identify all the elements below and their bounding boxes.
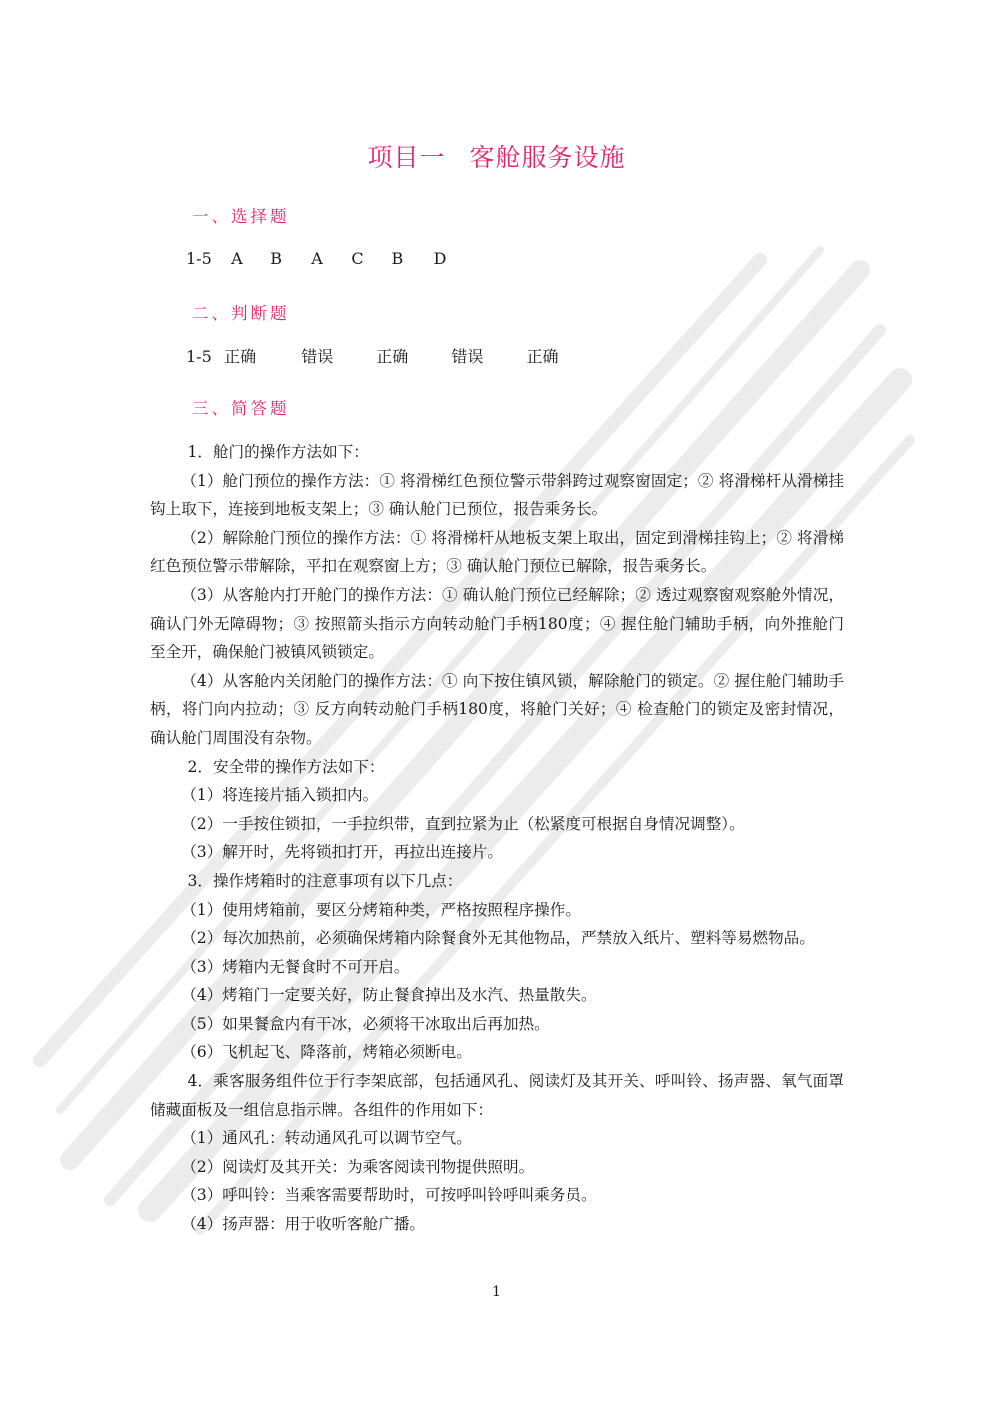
section-heading-choice: 一、选择题	[192, 207, 290, 226]
answer-paragraph: （2）阅读灯及其开关：为乘客阅读刊物提供照明。	[181, 1157, 535, 1176]
answer-paragraph: （3）呼叫铃：当乘客需要帮助时，可按呼叫铃呼叫乘务员。	[181, 1186, 597, 1205]
answer-paragraph: （4）烤箱门一定要关好，防止餐食掉出及水汽、热量散失。	[181, 986, 597, 1005]
answer-paragraph: （1）通风孔：转动通风孔可以调节空气。	[181, 1129, 472, 1148]
title-main: 项目一	[367, 143, 446, 172]
choice-answer: C	[351, 249, 364, 268]
question-heading: 2．安全带的操作方法如下：	[187, 757, 385, 776]
answer-paragraph: （4）扬声器：用于收听客舱广播。	[181, 1215, 426, 1234]
answer-paragraph: （3）从客舱内打开舱门的操作方法：① 确认舱门预位已经解除；② 透过观察窗观察舱外情况，确认门外无障碍物；③ 按照箭头指示方向转动舱门手柄180度；④ 握住舱门辅助手柄，向外推舱门至全开，确保舱门被镇风锁锁定。	[150, 585, 844, 662]
choice-answer: A	[311, 249, 323, 268]
judge-range: 1-5	[186, 347, 212, 366]
question-heading: 3．操作烤箱时的注意事项有以下几点：	[187, 871, 463, 890]
choice-answers	[186, 249, 446, 268]
answer-paragraph: （1）使用烤箱前，要区分烤箱种类，严格按照程序操作。	[181, 900, 581, 919]
answer-paragraph: （2）解除舱门预位的操作方法：① 将滑梯杆从地板支架上取出，固定到滑梯挂钩上；② 将滑梯红色预位警示带解除，平扣在观察窗上方；③ 确认舱门预位已解除，报告乘务长。	[150, 528, 844, 576]
choice-answer: B	[270, 249, 282, 268]
answer-paragraph: （3）烤箱内无餐食时不可开启。	[181, 957, 410, 976]
page-title	[0, 138, 993, 174]
judge-answers	[186, 344, 558, 367]
judge-answer: 正确	[376, 347, 409, 366]
section-heading-short: 三、简答题	[192, 399, 290, 418]
judge-answer: 正确	[224, 347, 257, 366]
page-number: 1	[492, 1284, 501, 1300]
answer-paragraph: （3）解开时，先将锁扣打开，再拉出连接片。	[181, 843, 503, 862]
answer-paragraph: （4）从客舱内关闭舱门的操作方法：① 向下按住镇风锁，解除舱门的锁定。② 握住舱门辅助手柄，将门向内拉动；③ 反方向转动舱门手柄180度，将舱门关好；④ 检查舱门的锁定及密封情况，确认舱门周围没有杂物。	[150, 671, 844, 747]
answer-paragraph: （1）将连接片插入锁扣内。	[181, 786, 379, 805]
answer-paragraph: （2）每次加热前，必须确保烤箱内除餐食外无其他物品，严禁放入纸片、塑料等易燃物品。	[181, 929, 815, 948]
choice-answer: D	[433, 249, 447, 268]
answer-paragraph: （5）如果餐盒内有干冰，必须将干冰取出后再加热。	[181, 1014, 550, 1033]
judge-answer: 正确	[526, 347, 559, 366]
short-answer-body	[150, 438, 844, 1239]
answer-paragraph: （2）一手按住锁扣，一手拉织带，直到拉紧为止（松紧度可根据自身情况调整）。	[181, 814, 745, 833]
title-sub: 客舱服务设施	[469, 143, 626, 172]
answer-paragraph: （1）舱门预位的操作方法：① 将滑梯红色预位警示带斜跨过观察窗固定；② 将滑梯杆从滑梯挂钩上取下，连接到地板支架上；③ 确认舱门已预位，报告乘务长。	[150, 471, 844, 519]
judge-answer: 错误	[451, 347, 484, 366]
section-heading-judge: 二、判断题	[192, 304, 290, 323]
judge-answer: 错误	[301, 347, 334, 366]
answer-paragraph: （6）飞机起飞、降落前，烤箱必须断电。	[181, 1043, 472, 1062]
question-heading: 4．乘客服务组件位于行李架底部，包括通风孔、阅读灯及其开关、呼叫铃、扬声器、氧气面罩储藏面板及一组信息指示牌。各组件的作用如下：	[150, 1072, 844, 1119]
choice-answer: B	[391, 249, 404, 268]
choice-answer: A	[231, 249, 243, 268]
question-heading: 1．舱门的操作方法如下：	[187, 443, 369, 461]
choice-range: 1-5	[186, 249, 212, 268]
